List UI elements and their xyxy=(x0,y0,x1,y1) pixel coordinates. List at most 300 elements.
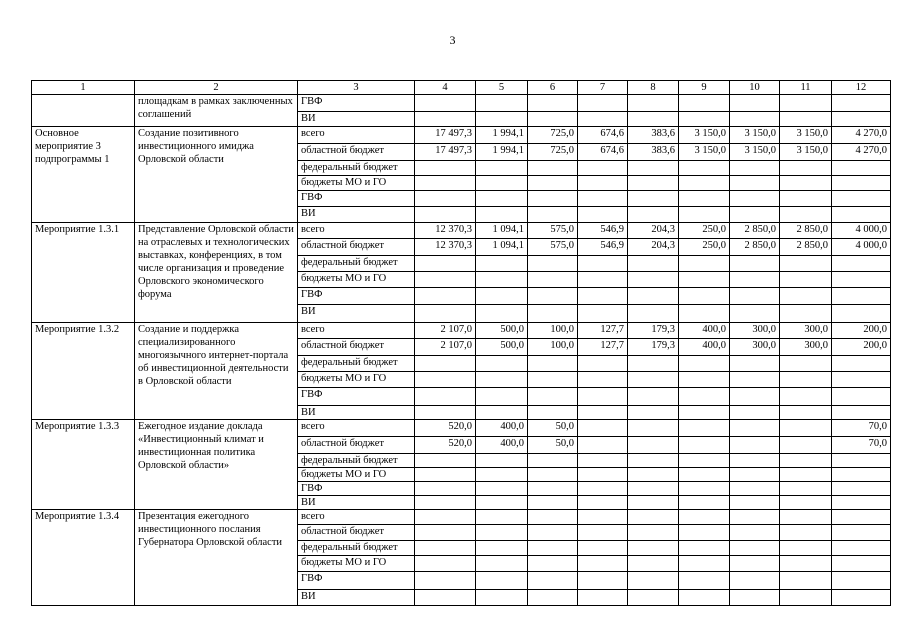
funding-source: федеральный бюджет xyxy=(298,256,415,272)
amount-cell: 300,0 xyxy=(780,323,832,339)
amount-cell xyxy=(528,207,578,223)
amount-cell xyxy=(476,112,528,127)
amount-cell: 2 107,0 xyxy=(415,323,476,339)
amount-cell xyxy=(578,305,628,323)
column-header: 10 xyxy=(730,81,780,95)
amount-cell: 500,0 xyxy=(476,339,528,356)
amount-cell xyxy=(528,556,578,572)
funding-source: всего xyxy=(298,510,415,525)
funding-source: областной бюджет xyxy=(298,437,415,454)
amount-cell xyxy=(628,305,679,323)
amount-cell xyxy=(415,525,476,541)
amount-cell: 400,0 xyxy=(679,339,730,356)
amount-cell xyxy=(628,95,679,112)
amount-cell: 3 150,0 xyxy=(780,127,832,144)
amount-cell xyxy=(476,191,528,207)
amount-cell xyxy=(780,372,832,388)
funding-source: федеральный бюджет xyxy=(298,356,415,372)
amount-cell xyxy=(528,454,578,468)
amount-cell xyxy=(476,356,528,372)
amount-cell xyxy=(679,572,730,590)
amount-cell xyxy=(730,112,780,127)
column-header: 9 xyxy=(679,81,730,95)
amount-cell xyxy=(476,305,528,323)
amount-cell: 179,3 xyxy=(628,339,679,356)
column-header: 2 xyxy=(135,81,298,95)
amount-cell xyxy=(628,454,679,468)
amount-cell: 725,0 xyxy=(528,144,578,161)
amount-cell xyxy=(528,510,578,525)
amount-cell xyxy=(679,191,730,207)
amount-cell xyxy=(628,256,679,272)
amount-cell xyxy=(415,256,476,272)
amount-cell xyxy=(832,191,891,207)
amount-cell xyxy=(679,256,730,272)
amount-cell xyxy=(730,176,780,191)
amount-cell xyxy=(415,207,476,223)
amount-cell xyxy=(679,556,730,572)
amount-cell xyxy=(415,496,476,510)
amount-cell: 204,3 xyxy=(628,239,679,256)
funding-source: ВИ xyxy=(298,112,415,127)
amount-cell xyxy=(730,454,780,468)
amount-cell: 2 850,0 xyxy=(730,223,780,239)
amount-cell xyxy=(578,510,628,525)
amount-cell xyxy=(528,288,578,305)
amount-cell xyxy=(780,305,832,323)
amount-cell xyxy=(679,496,730,510)
amount-cell xyxy=(528,482,578,496)
amount-cell xyxy=(476,454,528,468)
amount-cell xyxy=(578,590,628,606)
funding-source: всего xyxy=(298,223,415,239)
amount-cell xyxy=(628,176,679,191)
amount-cell xyxy=(780,590,832,606)
column-header: 4 xyxy=(415,81,476,95)
amount-cell xyxy=(578,556,628,572)
amount-cell: 546,9 xyxy=(578,223,628,239)
amount-cell xyxy=(528,256,578,272)
amount-cell xyxy=(832,372,891,388)
amount-cell xyxy=(415,590,476,606)
amount-cell: 12 370,3 xyxy=(415,223,476,239)
amount-cell xyxy=(730,541,780,556)
amount-cell xyxy=(832,468,891,482)
amount-cell xyxy=(628,207,679,223)
amount-cell xyxy=(628,112,679,127)
amount-cell xyxy=(730,468,780,482)
amount-cell xyxy=(679,161,730,176)
activity-name: Мероприятие 1.3.3 xyxy=(32,420,135,510)
amount-cell xyxy=(679,272,730,288)
amount-cell xyxy=(628,468,679,482)
table-row xyxy=(32,127,891,144)
amount-cell xyxy=(832,556,891,572)
amount-cell: 520,0 xyxy=(415,437,476,454)
amount-cell xyxy=(476,541,528,556)
amount-cell xyxy=(780,95,832,112)
amount-cell xyxy=(415,161,476,176)
column-header: 5 xyxy=(476,81,528,95)
amount-cell xyxy=(780,420,832,437)
amount-cell xyxy=(780,288,832,305)
amount-cell xyxy=(476,496,528,510)
amount-cell xyxy=(528,372,578,388)
column-header: 8 xyxy=(628,81,679,95)
amount-cell xyxy=(476,288,528,305)
amount-cell: 17 497,3 xyxy=(415,127,476,144)
amount-cell: 3 150,0 xyxy=(730,144,780,161)
amount-cell xyxy=(628,510,679,525)
amount-cell xyxy=(415,95,476,112)
amount-cell xyxy=(528,496,578,510)
amount-cell xyxy=(415,356,476,372)
amount-cell xyxy=(780,356,832,372)
amount-cell xyxy=(578,372,628,388)
amount-cell xyxy=(780,482,832,496)
amount-cell xyxy=(780,454,832,468)
amount-cell xyxy=(780,388,832,406)
amount-cell xyxy=(528,176,578,191)
amount-cell xyxy=(476,525,528,541)
amount-cell xyxy=(628,161,679,176)
amount-cell xyxy=(780,525,832,541)
amount-cell xyxy=(528,95,578,112)
amount-cell xyxy=(415,388,476,406)
amount-cell xyxy=(679,288,730,305)
amount-cell xyxy=(730,496,780,510)
funding-source: федеральный бюджет xyxy=(298,454,415,468)
amount-cell xyxy=(578,288,628,305)
amount-cell: 1 994,1 xyxy=(476,127,528,144)
funding-source: ВИ xyxy=(298,496,415,510)
funding-source: бюджеты МО и ГО xyxy=(298,372,415,388)
funding-source: федеральный бюджет xyxy=(298,541,415,556)
amount-cell: 3 150,0 xyxy=(679,144,730,161)
amount-cell xyxy=(679,420,730,437)
amount-cell: 674,6 xyxy=(578,127,628,144)
amount-cell xyxy=(780,207,832,223)
amount-cell xyxy=(730,525,780,541)
amount-cell: 3 150,0 xyxy=(679,127,730,144)
funding-source: федеральный бюджет xyxy=(298,161,415,176)
amount-cell xyxy=(578,406,628,420)
amount-cell xyxy=(730,161,780,176)
amount-cell: 400,0 xyxy=(476,420,528,437)
header-row xyxy=(32,81,891,95)
table-row xyxy=(32,420,891,437)
amount-cell xyxy=(476,572,528,590)
amount-cell xyxy=(730,272,780,288)
amount-cell xyxy=(415,272,476,288)
amount-cell xyxy=(476,590,528,606)
amount-cell xyxy=(476,372,528,388)
amount-cell xyxy=(832,112,891,127)
amount-cell xyxy=(528,161,578,176)
amount-cell xyxy=(578,454,628,468)
amount-cell xyxy=(679,176,730,191)
amount-cell xyxy=(528,525,578,541)
amount-cell xyxy=(780,191,832,207)
amount-cell: 250,0 xyxy=(679,239,730,256)
amount-cell xyxy=(780,510,832,525)
amount-cell xyxy=(578,482,628,496)
amount-cell: 50,0 xyxy=(528,437,578,454)
amount-cell xyxy=(578,161,628,176)
amount-cell xyxy=(730,406,780,420)
column-header: 7 xyxy=(578,81,628,95)
amount-cell: 725,0 xyxy=(528,127,578,144)
amount-cell xyxy=(528,191,578,207)
amount-cell: 4 000,0 xyxy=(832,223,891,239)
amount-cell xyxy=(730,482,780,496)
amount-cell xyxy=(679,305,730,323)
amount-cell xyxy=(628,525,679,541)
amount-cell xyxy=(679,372,730,388)
amount-cell: 12 370,3 xyxy=(415,239,476,256)
funding-source: всего xyxy=(298,127,415,144)
amount-cell: 400,0 xyxy=(679,323,730,339)
amount-cell xyxy=(730,420,780,437)
amount-cell xyxy=(578,356,628,372)
amount-cell xyxy=(415,406,476,420)
amount-cell xyxy=(415,176,476,191)
amount-cell xyxy=(476,406,528,420)
amount-cell xyxy=(528,572,578,590)
amount-cell xyxy=(415,541,476,556)
amount-cell xyxy=(578,437,628,454)
activity-description: Презентация ежегодного инвестиционного послания Губернатора Орловской области xyxy=(135,510,298,606)
amount-cell xyxy=(730,256,780,272)
funding-source: всего xyxy=(298,420,415,437)
amount-cell xyxy=(628,420,679,437)
amount-cell xyxy=(780,161,832,176)
funding-source: ГВФ xyxy=(298,482,415,496)
amount-cell xyxy=(679,112,730,127)
budget-table xyxy=(31,80,891,606)
amount-cell xyxy=(415,468,476,482)
amount-cell xyxy=(832,207,891,223)
amount-cell xyxy=(528,112,578,127)
amount-cell: 400,0 xyxy=(476,437,528,454)
amount-cell: 575,0 xyxy=(528,223,578,239)
amount-cell: 300,0 xyxy=(730,339,780,356)
amount-cell xyxy=(476,482,528,496)
amount-cell xyxy=(679,525,730,541)
amount-cell: 1 094,1 xyxy=(476,223,528,239)
amount-cell xyxy=(832,272,891,288)
amount-cell xyxy=(780,437,832,454)
activity-name: Основное мероприятие 3 подпрограммы 1 xyxy=(32,127,135,223)
amount-cell: 179,3 xyxy=(628,323,679,339)
amount-cell xyxy=(415,191,476,207)
funding-source: ВИ xyxy=(298,305,415,323)
funding-source: ГВФ xyxy=(298,572,415,590)
amount-cell xyxy=(528,590,578,606)
table-row xyxy=(32,95,891,112)
amount-cell xyxy=(730,590,780,606)
amount-cell xyxy=(780,541,832,556)
amount-cell xyxy=(578,95,628,112)
amount-cell xyxy=(679,406,730,420)
amount-cell: 383,6 xyxy=(628,144,679,161)
amount-cell xyxy=(528,356,578,372)
amount-cell xyxy=(578,496,628,510)
amount-cell xyxy=(730,305,780,323)
funding-source: бюджеты МО и ГО xyxy=(298,176,415,191)
amount-cell xyxy=(780,406,832,420)
amount-cell xyxy=(528,468,578,482)
amount-cell: 127,7 xyxy=(578,339,628,356)
amount-cell xyxy=(415,510,476,525)
amount-cell xyxy=(415,556,476,572)
amount-cell: 100,0 xyxy=(528,339,578,356)
amount-cell xyxy=(780,112,832,127)
amount-cell xyxy=(528,272,578,288)
amount-cell xyxy=(415,288,476,305)
column-header: 6 xyxy=(528,81,578,95)
activity-description: площадкам в рамках заключенных соглашений xyxy=(135,95,298,127)
amount-cell xyxy=(730,437,780,454)
amount-cell xyxy=(476,272,528,288)
funding-source: областной бюджет xyxy=(298,339,415,356)
amount-cell xyxy=(730,191,780,207)
amount-cell xyxy=(679,388,730,406)
amount-cell xyxy=(780,468,832,482)
funding-source: областной бюджет xyxy=(298,239,415,256)
amount-cell xyxy=(832,406,891,420)
amount-cell xyxy=(528,406,578,420)
amount-cell xyxy=(578,112,628,127)
amount-cell: 1 094,1 xyxy=(476,239,528,256)
amount-cell xyxy=(730,572,780,590)
amount-cell xyxy=(780,496,832,510)
amount-cell: 100,0 xyxy=(528,323,578,339)
amount-cell xyxy=(832,388,891,406)
amount-cell xyxy=(832,454,891,468)
amount-cell xyxy=(528,388,578,406)
table-row xyxy=(32,223,891,239)
amount-cell xyxy=(476,468,528,482)
amount-cell: 300,0 xyxy=(730,323,780,339)
amount-cell xyxy=(628,356,679,372)
amount-cell xyxy=(679,590,730,606)
amount-cell: 50,0 xyxy=(528,420,578,437)
amount-cell: 4 270,0 xyxy=(832,144,891,161)
amount-cell xyxy=(578,272,628,288)
amount-cell xyxy=(476,510,528,525)
amount-cell xyxy=(415,572,476,590)
amount-cell xyxy=(528,305,578,323)
amount-cell: 2 850,0 xyxy=(780,223,832,239)
amount-cell xyxy=(832,482,891,496)
amount-cell xyxy=(730,372,780,388)
amount-cell xyxy=(730,95,780,112)
activity-description: Ежегодное издание доклада «Инвестиционный климат и инвестиционная политика Орловской области» xyxy=(135,420,298,510)
amount-cell: 2 850,0 xyxy=(730,239,780,256)
amount-cell xyxy=(679,510,730,525)
amount-cell xyxy=(628,272,679,288)
funding-source: ГВФ xyxy=(298,388,415,406)
amount-cell xyxy=(476,388,528,406)
amount-cell xyxy=(679,482,730,496)
activity-name xyxy=(32,95,135,127)
amount-cell xyxy=(578,525,628,541)
table-row xyxy=(32,323,891,339)
amount-cell xyxy=(578,541,628,556)
amount-cell xyxy=(679,356,730,372)
amount-cell xyxy=(628,496,679,510)
amount-cell xyxy=(476,207,528,223)
amount-cell xyxy=(628,482,679,496)
amount-cell: 575,0 xyxy=(528,239,578,256)
amount-cell xyxy=(578,256,628,272)
amount-cell xyxy=(780,272,832,288)
amount-cell: 2 107,0 xyxy=(415,339,476,356)
amount-cell xyxy=(832,305,891,323)
column-header: 1 xyxy=(32,81,135,95)
amount-cell: 3 150,0 xyxy=(780,144,832,161)
amount-cell xyxy=(832,572,891,590)
funding-source: областной бюджет xyxy=(298,525,415,541)
amount-cell xyxy=(415,482,476,496)
amount-cell xyxy=(628,572,679,590)
amount-cell xyxy=(578,176,628,191)
amount-cell xyxy=(832,288,891,305)
funding-source: ВИ xyxy=(298,207,415,223)
amount-cell xyxy=(832,161,891,176)
funding-source: областной бюджет xyxy=(298,144,415,161)
amount-cell xyxy=(628,590,679,606)
amount-cell xyxy=(415,305,476,323)
amount-cell xyxy=(832,510,891,525)
amount-cell: 17 497,3 xyxy=(415,144,476,161)
amount-cell: 674,6 xyxy=(578,144,628,161)
amount-cell xyxy=(832,496,891,510)
amount-cell: 70,0 xyxy=(832,437,891,454)
amount-cell xyxy=(628,406,679,420)
amount-cell xyxy=(628,372,679,388)
amount-cell xyxy=(476,256,528,272)
amount-cell xyxy=(679,95,730,112)
funding-source: бюджеты МО и ГО xyxy=(298,468,415,482)
amount-cell xyxy=(832,525,891,541)
amount-cell xyxy=(730,207,780,223)
amount-cell: 200,0 xyxy=(832,323,891,339)
amount-cell xyxy=(628,288,679,305)
amount-cell: 383,6 xyxy=(628,127,679,144)
funding-source: ВИ xyxy=(298,590,415,606)
amount-cell xyxy=(415,112,476,127)
amount-cell xyxy=(780,556,832,572)
amount-cell xyxy=(679,454,730,468)
amount-cell xyxy=(679,437,730,454)
funding-source: бюджеты МО и ГО xyxy=(298,556,415,572)
activity-name: Мероприятие 1.3.4 xyxy=(32,510,135,606)
amount-cell: 546,9 xyxy=(578,239,628,256)
amount-cell xyxy=(578,420,628,437)
amount-cell: 520,0 xyxy=(415,420,476,437)
amount-cell: 204,3 xyxy=(628,223,679,239)
amount-cell xyxy=(628,191,679,207)
activity-description: Создание позитивного инвестиционного имиджа Орловской области xyxy=(135,127,298,223)
amount-cell xyxy=(730,556,780,572)
activity-name: Мероприятие 1.3.2 xyxy=(32,323,135,420)
amount-cell xyxy=(780,256,832,272)
table-row xyxy=(32,510,891,525)
amount-cell xyxy=(730,510,780,525)
amount-cell: 3 150,0 xyxy=(730,127,780,144)
